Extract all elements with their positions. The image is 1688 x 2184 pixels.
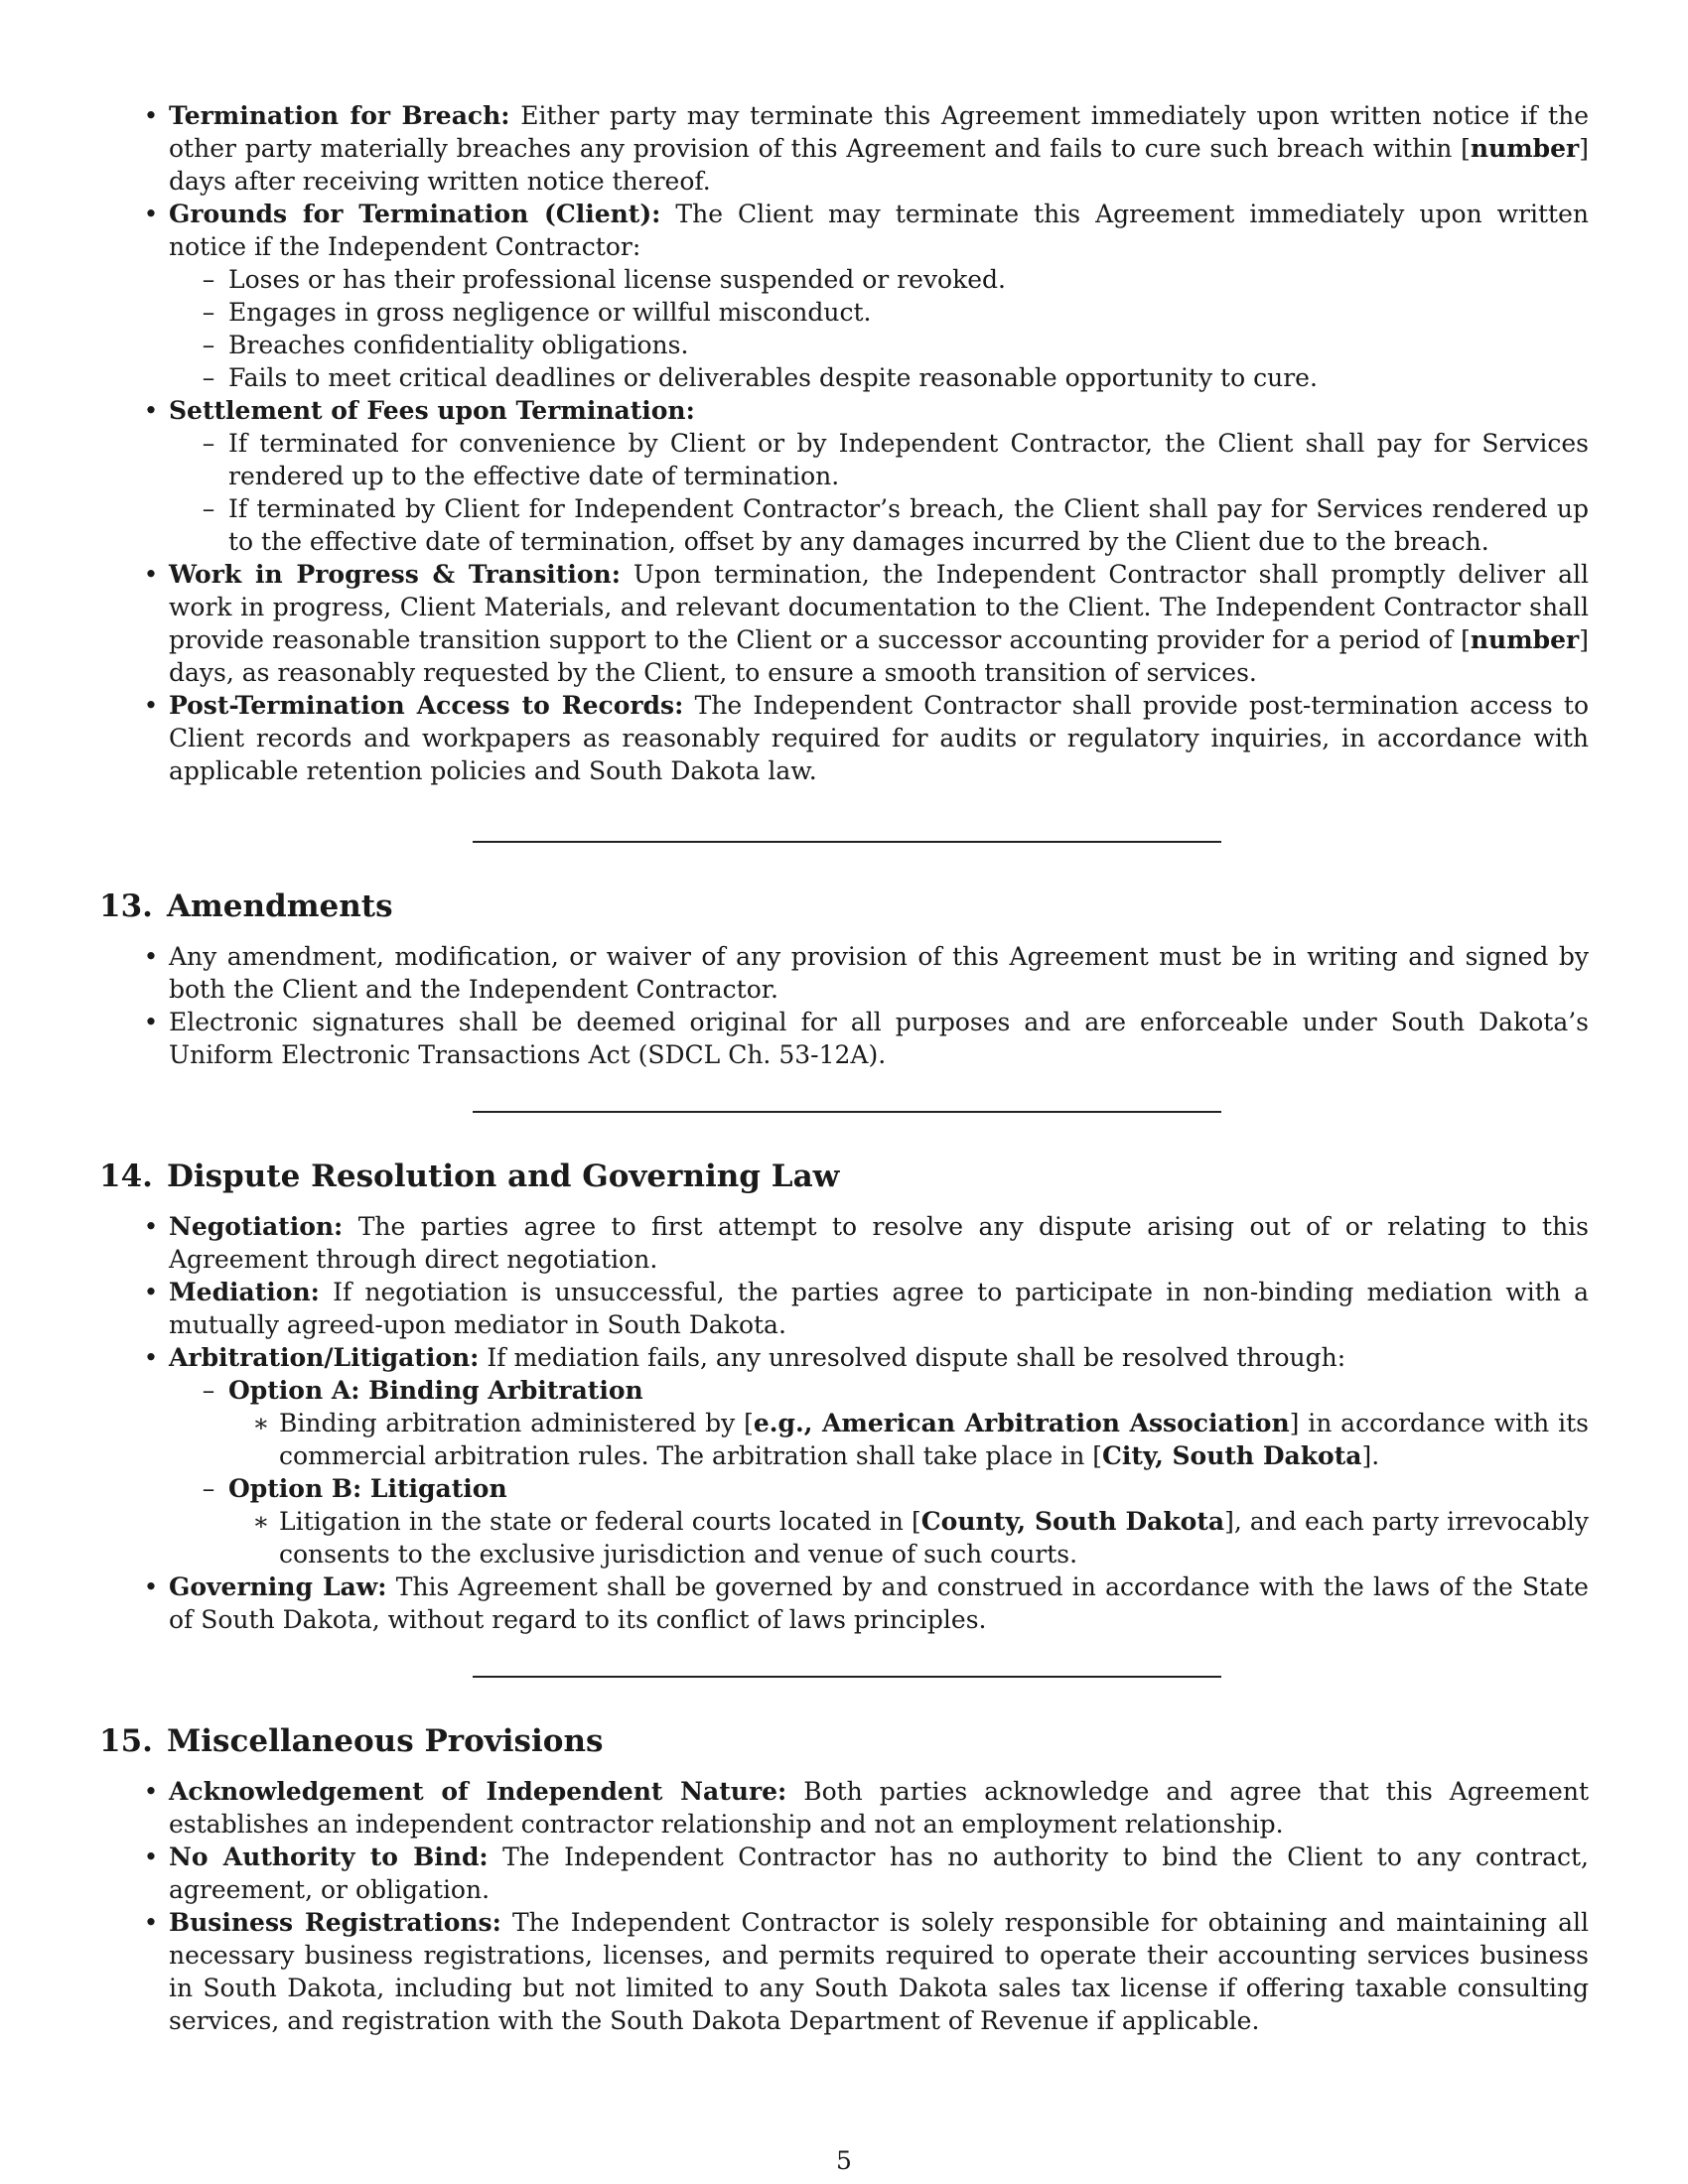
- placeholder-number: number: [1470, 625, 1580, 654]
- item-label: Negotiation:: [169, 1212, 344, 1241]
- dash-icon: –: [202, 1474, 215, 1503]
- list-item-mediation: • Mediation: If negotiation is unsuccessful, the parties agree to participate in non-binding mediation with a mutually agreed-upon mediator in South Dakota.: [169, 1276, 1589, 1341]
- placeholder-arbitrator: e.g., American Arbitration Association: [753, 1409, 1290, 1437]
- placeholder-number: number: [1470, 134, 1580, 163]
- bullet-icon: •: [143, 1212, 159, 1241]
- page-number: 5: [836, 2146, 852, 2175]
- item-label: Governing Law:: [169, 1572, 387, 1601]
- item-label: Grounds for Termination (Client):: [169, 200, 661, 228]
- asterisk-icon: ∗: [252, 1507, 270, 1536]
- list-item: • Electronic signatures shall be deemed original for all purposes and are enforceable under South Dakota’s Uniform Electronic Transactions Act (SDCL Ch. 53-12A).: [169, 1006, 1589, 1071]
- section-heading-14: 14. Dispute Resolution and Governing Law: [99, 1159, 840, 1194]
- sublist-item-option-a: – Option A: Binding Arbitration: [228, 1374, 1589, 1407]
- item-label: Termination for Breach:: [169, 101, 510, 130]
- list-item-governing-law: • Governing Law: This Agreement shall be governed by and construed in accordance with the laws of the State of South Dakota, without regard to its conflict of laws principles.: [169, 1570, 1589, 1636]
- asterisk-icon: ∗: [252, 1409, 270, 1437]
- item-label: Post-Termination Access to Records:: [169, 691, 684, 720]
- section-divider: [473, 841, 1221, 843]
- list-item-work-in-progress: • Work in Progress & Transition: Upon termination, the Independent Contractor shall promptly deliver all work in progress, Client Materials, and relevant documentation to the Client. The Independent Contractor shall provide reasonable transition support to the Client or a successor accounting provider for a period of [number] days, as reasonably requested by the Client, to ensure a smooth transition of services.: [169, 558, 1589, 689]
- item-label: Settlement of Fees upon Termination:: [169, 396, 695, 425]
- dash-icon: –: [202, 331, 215, 359]
- section-13-list: [143, 940, 1589, 1071]
- section-heading-15: 15. Miscellaneous Provisions: [99, 1723, 604, 1759]
- list-item-termination-breach: • Termination for Breach: Either party may terminate this Agreement immediately upon written notice if the other party materially breaches any provision of this Agreement and fails to cure such breach within [number] days after receiving written notice thereof.: [169, 99, 1589, 198]
- sublist-item: – Fails to meet critical deadlines or deliverables despite reasonable opportunity to cure.: [228, 361, 1589, 394]
- bullet-icon: •: [143, 1843, 159, 1871]
- list-item-settlement-fees: [143, 394, 1589, 558]
- bullet-icon: •: [143, 1343, 159, 1372]
- bullet-icon: •: [143, 1908, 159, 1937]
- bullet-icon: •: [143, 560, 159, 589]
- list-item: • Any amendment, modification, or waiver of any provision of this Agreement must be in writing and signed by both the Client and the Independent Contractor.: [169, 940, 1589, 1006]
- list-item-business-registrations: • Business Registrations: The Independent Contractor is solely responsible for obtaining and maintaining all necessary business registrations, licenses, and permits required to operate their accounting services business in South Dakota, including but not limited to any South Dakota sales tax license if offering taxable consulting services, and registration with the South Dakota Department of Revenue if applicable.: [169, 1906, 1589, 2037]
- section-15-list: [143, 1775, 1589, 2037]
- list-item-acknowledgement: • Acknowledgement of Independent Nature: Both parties acknowledge and agree that this Agreement establishes an independent contractor relationship and not an employment relationship.: [169, 1775, 1589, 1841]
- sublist-item: – Breaches confidentiality obligations.: [228, 329, 1589, 361]
- dash-icon: –: [202, 429, 215, 458]
- dash-icon: –: [202, 363, 215, 392]
- item-label: Mediation:: [169, 1278, 320, 1306]
- section-12-list: [143, 99, 1590, 787]
- list-item-negotiation: • Negotiation: The parties agree to first attempt to resolve any dispute arising out of or relating to this Agreement through direct negotiation.: [169, 1210, 1589, 1276]
- list-item-no-authority: • No Authority to Bind: The Independent Contractor has no authority to bind the Client to any contract, agreement, or obligation.: [169, 1841, 1589, 1906]
- bullet-icon: •: [143, 1777, 159, 1806]
- list-item-post-termination: • Post-Termination Access to Records: The Independent Contractor shall provide post-termination access to Client records and workpapers as reasonably required for audits or regulatory inquiries, in accordance with applicable retention policies and South Dakota law.: [169, 689, 1589, 787]
- dash-icon: –: [202, 494, 215, 523]
- item-label: Work in Progress & Transition:: [169, 560, 621, 589]
- list-item-arbitration-litigation: • Arbitration/Litigation: If mediation fails, any unresolved dispute shall be resolved through: – Option A: Binding Arbitration ∗ Binding arbitration administered by [e.g., American Arbitration Association] in accordance with its commercial arbitration rules. The arbitration shall take place in [City, South Dakota]. – Option B: Litigation ∗ Litigation in the state or federal courts located in [County, South Dakota], and each party irrevocably consents to the exclusive jurisdiction and venue of such courts.: [169, 1341, 1589, 1570]
- bullet-icon: •: [143, 396, 159, 425]
- item-label: Business Registrations:: [169, 1908, 501, 1937]
- subsublist-item: ∗ Litigation in the state or federal courts located in [County, South Dakota], and each party irrevocably consents to the exclusive jurisdiction and venue of such courts.: [252, 1507, 1589, 1569]
- dash-icon: –: [202, 1376, 215, 1405]
- subsublist-item: ∗ Binding arbitration administered by [e.g., American Arbitration Association] in accordance with its commercial arbitration rules. The arbitration shall take place in [City, South Dakota].: [252, 1409, 1589, 1470]
- item-label: No Authority to Bind:: [169, 1843, 489, 1871]
- item-label: Arbitration/Litigation:: [169, 1343, 480, 1372]
- bullet-icon: •: [143, 1572, 159, 1601]
- sublist-item: – If terminated for convenience by Client or by Independent Contractor, the Client shall pay for Services rendered up to the effective date of termination.: [228, 427, 1589, 492]
- dash-icon: –: [202, 265, 215, 294]
- bullet-icon: •: [143, 1008, 159, 1036]
- dash-icon: –: [202, 298, 215, 327]
- list-item-grounds-termination: • Grounds for Termination (Client): The Client may terminate this Agreement immediately upon written notice if the Independent Contractor: – Loses or has their professional license suspended or revoked. – Engages in gross negligence or willful misconduct. – Breaches confidentiality obligations. – Fails to meet critical deadlines or deliverables despite reasonable opportunity to cure.: [169, 198, 1589, 394]
- section-divider: [473, 1676, 1221, 1678]
- page-content: [99, 99, 1589, 2037]
- bullet-icon: •: [143, 1278, 159, 1306]
- sublist-item-option-b: – Option B: Litigation: [228, 1472, 1589, 1505]
- section-divider: [473, 1111, 1221, 1113]
- sublist-item: – Engages in gross negligence or willful misconduct.: [228, 296, 1589, 329]
- bullet-icon: •: [143, 101, 159, 130]
- placeholder-city: City, South Dakota: [1102, 1441, 1362, 1470]
- placeholder-county: County, South Dakota: [920, 1507, 1225, 1536]
- sublist-item: – Loses or has their professional license suspended or revoked.: [228, 263, 1589, 296]
- item-label: Acknowledgement of Independent Nature:: [169, 1777, 787, 1806]
- sublist-item: – If terminated by Client for Independent Contractor’s breach, the Client shall pay for Services rendered up to the effective date of termination, offset by any damages incurred by the Client due to the breach.: [228, 492, 1589, 558]
- section-heading-13: 13. Amendments: [99, 888, 393, 924]
- section-14-list: [143, 1210, 1589, 1636]
- bullet-icon: •: [143, 200, 159, 228]
- bullet-icon: •: [143, 691, 159, 720]
- bullet-icon: •: [143, 942, 159, 971]
